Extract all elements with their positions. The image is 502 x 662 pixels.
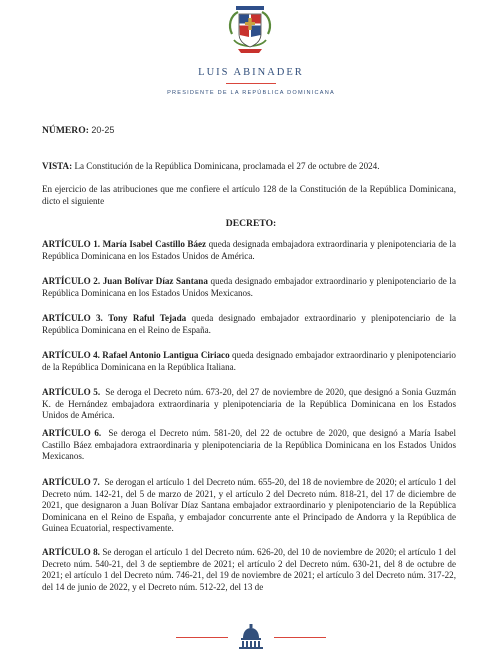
article-label: ARTÍCULO 2.	[42, 276, 101, 286]
article-designee: Tony Raful Tejada	[108, 313, 187, 323]
intro-paragraph: En ejercicio de las atribuciones que me confiere el artículo 128 de la Constitución de la República Dominicana, dicto el siguiente	[42, 184, 456, 206]
article-designee: María Isabel Castillo Báez	[102, 239, 207, 249]
article-6	[42, 428, 456, 463]
vista-label: VISTA:	[42, 161, 73, 171]
footer-divider-right	[274, 637, 326, 638]
article-text: queda designado embajador extraordinario y plenipotenciario de la República Dominicana en el Reino de España.	[42, 313, 457, 335]
coat-of-arms-icon	[222, 4, 278, 56]
article-label: ARTÍCULO 6.	[42, 428, 102, 438]
vista-text: La Constitución de la República Dominicana, proclamada el 27 de octubre de 2024.	[74, 161, 380, 171]
national-palace-dome-icon	[236, 624, 266, 650]
article-label: ARTÍCULO 4.	[42, 350, 100, 360]
letterhead-divider	[226, 83, 276, 84]
article-8	[42, 547, 456, 593]
footer-divider-left	[176, 637, 228, 638]
decree-number	[42, 125, 114, 136]
article-label: ARTÍCULO 1.	[42, 239, 101, 249]
article-2	[42, 276, 456, 299]
decreto-heading: DECRETO:	[225, 218, 277, 229]
article-label: ARTÍCULO 5.	[42, 387, 101, 397]
decree-number-label: NÚMERO:	[42, 125, 89, 136]
vista-paragraph	[42, 161, 456, 173]
article-designee: Juan Bolívar Díaz Santana	[102, 276, 208, 286]
article-text: Se deroga el Decreto núm. 581-20, del 22 de octubre de 2020, que designó a María Isabel Castillo Báez embajadora extraordinaria y plenipotenciaria de la República Dominicana en los Estados Unidos Mexicanos.	[42, 428, 456, 462]
article-text: Se deroga el Decreto núm. 673-20, del 27 de noviembre de 2020, que designó a Sonia Guzmán K. de Hernández embajadora extraordinaria y plenipotenciaria de la República Dominicana en los Estados Unidos de América.	[42, 387, 456, 421]
article-text: queda designada embajadora extraordinaria y plenipotenciaria de la República Dominicana en los Estados Unidos de América.	[42, 239, 456, 261]
article-text: Se derogan el artículo 1 del Decreto núm. 626-20, del 10 de noviembre de 2020; el artículo 1 del Decreto núm. 540-21, del 3 de septiembre de 2021; el artículo 2 del Decreto núm. 630-21, del 8 de octubre de 2021; el artículo 1 del Decreto núm. 746-21, del 19 de noviembre de 2021; el artículo 3 del Decreto núm. 317-22, del 14 de junio de 2022, y el Decreto núm. 512-22, del 13 de	[42, 547, 456, 592]
article-5	[42, 387, 456, 422]
article-label: ARTÍCULO 3.	[42, 313, 103, 323]
article-text: queda designado embajador extraordinario y plenipotenciario de la República Dominicana en los Estados Unidos Mexicanos.	[42, 276, 456, 298]
article-7	[42, 477, 456, 535]
article-text: queda designado embajador extraordinario y plenipotenciario de la República Dominicana en la República Italiana.	[42, 350, 456, 372]
article-text: Se derogan el artículo 1 del Decreto núm. 655-20, del 18 de noviembre de 2020; el artículo 1 del Decreto núm. 142-21, del 5 de marzo de 2021, y el artículo 2 del Decreto núm. 818-21, del 17 de diciembre de 2021, que designaron a Juan Bolívar Díaz Santana embajador extraordinario y plenipotenciario de la República Dominicana en el Reino de España, y embajador concurrente ante el Principado de Andorra y la República de Guinea Ecuatorial, respectivamente.	[42, 477, 456, 534]
decree-number-value: 20-25	[91, 125, 115, 135]
article-4	[42, 350, 456, 373]
article-3	[42, 313, 456, 336]
article-label: ARTÍCULO 7.	[42, 477, 100, 487]
letterhead-name: LUIS ABINADER	[198, 67, 304, 78]
article-designee: Rafael Antonio Lantigua Ciriaco	[102, 350, 230, 360]
letterhead-title: PRESIDENTE DE LA REPÚBLICA DOMINICANA	[167, 90, 335, 96]
article-label: ARTÍCULO 8.	[42, 547, 100, 557]
article-1	[42, 239, 456, 262]
